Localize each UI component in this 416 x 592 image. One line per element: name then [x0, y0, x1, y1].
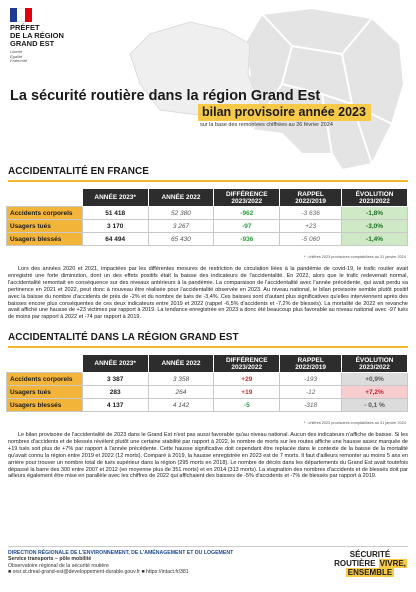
- region-heading: ACCIDENTALITÉ DANS LA RÉGION GRAND EST: [8, 332, 239, 343]
- row-label: Usagers blessés: [7, 233, 83, 246]
- col-header: DIFFÉRENCE 2023/2022: [214, 189, 280, 207]
- table-row: [7, 399, 408, 412]
- cell-2022: 65 430: [148, 233, 214, 246]
- cell-diff: -97: [214, 220, 280, 233]
- region-footnote: * : chiffres 2023 provisoires comptabilisés au 31 janvier 2024: [303, 421, 406, 425]
- france-table: [6, 188, 408, 246]
- region-heading-rule: [8, 346, 408, 348]
- cell-2022: 3 358: [148, 373, 214, 386]
- cell-2023: 64 494: [82, 233, 148, 246]
- brand-line-2: ROUTIÈRE VIVRE,: [334, 559, 406, 568]
- col-header: RAPPEL 2022/2019: [280, 189, 342, 207]
- cell-diff: -5: [214, 399, 280, 412]
- col-header: ANNÉE 2022: [148, 189, 214, 207]
- cell-2022: 4 142: [148, 399, 214, 412]
- cell-diff: -962: [214, 207, 280, 220]
- flag-icon: [10, 8, 32, 22]
- footer-observatoire: Observatoire régional de la sécurité routière: [8, 562, 109, 569]
- cell-2022: 3 267: [148, 220, 214, 233]
- table-row: [7, 220, 408, 233]
- cell-diff: -936: [214, 233, 280, 246]
- table-row: [7, 386, 408, 399]
- cell-evolution: +7,2%: [342, 386, 408, 399]
- table-row: [7, 373, 408, 386]
- row-label: Usagers blessés: [7, 399, 83, 412]
- cell-2023: 3 387: [82, 373, 148, 386]
- cell-evolution: -3,0%: [342, 220, 408, 233]
- cell-rappel: -5 060: [280, 233, 342, 246]
- col-header: ANNÉE 2022: [148, 355, 214, 373]
- footer-direction: DIRECTION RÉGIONALE DE L'ENVIRONNEMENT, DE L'AMÉNAGEMENT ET DU LOGEMENT: [8, 550, 234, 556]
- cell-2023: 3 170: [82, 220, 148, 233]
- cell-evolution: +0,9%: [342, 373, 408, 386]
- cell-evolution: -1,8%: [342, 207, 408, 220]
- prefet-label: PRÉFET DE LA RÉGION GRAND EST: [10, 23, 64, 48]
- col-header: ANNÉE 2023*: [82, 355, 148, 373]
- cell-rappel: +23: [280, 220, 342, 233]
- table-corner: [7, 355, 83, 373]
- france-heading: ACCIDENTALITÉ EN FRANCE: [8, 166, 149, 177]
- france-heading-rule: [8, 180, 408, 182]
- france-footnote: * : chiffres 2023 provisoires comptabilisés au 31 janvier 2024: [303, 255, 406, 259]
- cell-2022: 52 380: [148, 207, 214, 220]
- cell-rappel: -12: [280, 386, 342, 399]
- brand-line-3: ENSEMBLE: [347, 568, 393, 577]
- footer-service: Service transports – pôle mobilité: [8, 556, 92, 563]
- col-header: ÉVOLUTION 2023/2022: [342, 355, 408, 373]
- col-header: RAPPEL 2022/2019: [280, 355, 342, 373]
- data-date-note: sur la base des remontées chiffrées au 26 février 2024: [200, 122, 333, 128]
- cell-rappel: -3 636: [280, 207, 342, 220]
- col-header: ANNÉE 2023*: [82, 189, 148, 207]
- row-label: Usagers tués: [7, 220, 83, 233]
- table-row: [7, 207, 408, 220]
- cell-2023: 51 418: [82, 207, 148, 220]
- table-corner: [7, 189, 83, 207]
- region-table: [6, 354, 408, 412]
- devise: Liberté Égalité Fraternité: [10, 49, 28, 63]
- footer-contact: [8, 550, 298, 575]
- table-row: [7, 233, 408, 246]
- cell-evolution: - 0,1 %: [342, 399, 408, 412]
- col-header: ÉVOLUTION 2023/2022: [342, 189, 408, 207]
- cell-2023: 283: [82, 386, 148, 399]
- cell-evolution: -1,4%: [342, 233, 408, 246]
- cell-rappel: -318: [280, 399, 342, 412]
- row-label: Accidents corporels: [7, 373, 83, 386]
- footer-links[interactable]: ■ orsr.st.dreal-grand-est@developpement-durable.gouv.fr ■ https://intact.fr/381: [8, 568, 189, 575]
- prefecture-logo: [10, 8, 90, 64]
- row-label: Accidents corporels: [7, 207, 83, 220]
- securite-routiere-logo: [330, 550, 410, 577]
- cell-rappel: -193: [280, 373, 342, 386]
- cell-2022: 264: [148, 386, 214, 399]
- footer-divider: [8, 546, 408, 547]
- page-subtitle: bilan provisoire année 2023: [198, 104, 371, 121]
- header: [0, 0, 416, 160]
- cell-2023: 4 137: [82, 399, 148, 412]
- region-paragraph: Le bilan provisoire de l'accidentalité de 2023 dans le Grand Est n'est pas aussi favorable qu'au niveau national. Aucun des indicateurs n'affiche de baisse. Si les nombres d'accidents et de blessés révèlent plutôt une certaine stabilité par rapport à 2022, le nombre de morts sur les routes affiche une hausse assez marquée de +19 tués soit plus de +7% par rapport à l'année précédente. Cette hausse significative doit cependant être replacée dans le contexte de la baisse de la mortalité qu'avait connu la région entre 2019 et 2022 (12 morts). Comparé à 2019, la hausse enregistrée en 2023 est de 7 morts. Il faut d'ailleurs remonter au moins 5 ans en arrière pour trouver un nombre total de tués supérieur dans la région (295 morts en 2018). Le nombre de décès dans les départements du Grand Est avait toutefois dépassé la barre des 300 entre 2007 et 2012 (en moyenne plus de 351 morts) et en 2014 (313 morts). La stagnation des nombres d'accidents et de blessés doit par ailleurs également être mise en parallèle avec les chiffres de 2022 qui affichaient des baisses de -5% d'accidents et -7% de blessés par rapport à 2019.: [8, 432, 408, 480]
- brand-line-1: SÉCURITÉ: [349, 550, 391, 559]
- cell-diff: +19: [214, 386, 280, 399]
- france-paragraph: Lors des années 2020 et 2021, impactées par les différentes mesures de restriction de circulation liées à la pandémie de covid-19, le trafic routier avait enregistré une forte diminution, dont un des effets positifs était la baisse des indicateurs de l'accidentalité. En 2022, alors que le trafic redevenait normal, l'accidentalité remontait en conséquence sur des niveaux antérieurs à la pandémie. La comparaison de l'accidentalité avec l'année précédente, qui avait perdu sa pertinence en 2021 et 2022, peut donc à nouveau être réalisée pour l'accidentalité observée en 2023. Au niveau national, le bilan provisoire semble plutôt positif avec la baisse du nombre d'accidents de près de -2% et du nombre de tués de -3,4%. Ces baisses sont d'autant plus significatives qu'elles interviennent après des baisses encore plus conséquentes de ces deux indicateurs entre 2019 et 2022 (rappel -6,5% d'accidents et -7,2% de blessés). La mortalité de 2022 en revanche avait affiché une hausse de +23 victimes par rapport à 2019. La tendance enregistrée en 2023 a donc été beaucoup plus favorable au niveau national avec -97 tués de moins par rapport à 2022 et -74 par rapport à 2019.: [8, 266, 408, 321]
- row-label: Usagers tués: [7, 386, 83, 399]
- col-header: DIFFÉRENCE 2023/2022: [214, 355, 280, 373]
- page-title: La sécurité routière dans la région Grand Est: [10, 88, 321, 104]
- cell-diff: +29: [214, 373, 280, 386]
